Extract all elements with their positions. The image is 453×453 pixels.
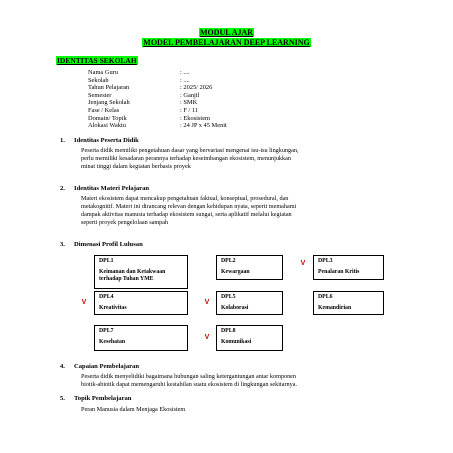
dpl6-box: DPL6 Kemandirian	[313, 291, 384, 315]
section-4-body: Peserta didik menyelidiki bagaimana hubungan saling ketergantungan antar komponen biotik-abiotik dapat memengaruhi kestabilan suatu ekosistem di lingkungan sekitarnya.	[81, 373, 297, 388]
identitas-row: Sekolah : ....	[88, 76, 190, 84]
dpl3-check[interactable]: V	[300, 260, 306, 267]
section-3-heading: 3. Dimenasi Profil Lulusan	[60, 241, 143, 248]
identitas-row: Fase / Kelas : F / 11	[88, 106, 199, 114]
module-title: MODUL AJAR	[199, 28, 254, 37]
module-subtitle: MODEL PEMBELAJARAN DEEP LEARNING	[143, 38, 310, 47]
section-2-heading: 2. Identitas Materi Pelajaran	[60, 185, 150, 192]
identitas-heading: IDENTITAS SEKOLAH	[57, 56, 137, 65]
dpl4-box: DPL4 Kreativitas	[94, 291, 188, 315]
identitas-table	[88, 69, 227, 130]
dpl5-check[interactable]: V	[204, 299, 210, 306]
dpl7-box: DPL7 Kesehatan	[94, 325, 188, 351]
dpl1-box: DPL1 Keimanan dan Ketakwaan terhadap Tuhan YME	[94, 255, 188, 289]
section-5-body: Peran Manusia dalam Menjaga Ekosistem	[81, 406, 186, 413]
dpl5-box: DPL5 Kolaborasi	[216, 291, 283, 315]
identitas-row: Alokasi Waktu : 24 JP x 45 Menit	[88, 122, 227, 130]
identitas-row: Nama Guru : ....	[88, 69, 190, 76]
identitas-row: Domain/ Topik : Ekosistem	[88, 114, 210, 122]
identitas-row: Jenjang Sekolah : SMK	[88, 99, 198, 107]
identitas-row: Semester : Ganjil	[88, 91, 200, 99]
dpl4-check[interactable]: V	[81, 299, 87, 306]
identitas-row: Tahun Pelajaran : 2025/ 2026	[88, 84, 213, 92]
section-1-body: Peserta didik memiliki pengetahuan dasar yang bervariasi mengenai isu-isu lingkungan, perlu memiliki kesadaran perannya terhadap keseimbangan ekosistem, menunjukkan minat tinggi dalam kegiatan berbasis proyek	[81, 147, 299, 170]
dpl8-check[interactable]: V	[204, 334, 210, 341]
section-1-heading: 1. Identitas Peserta Didik	[60, 137, 139, 144]
section-2-body: Materi ekosistem dapat mencakup pengetahuan faktual, konseptual, prosedural, dan metakognitif. Materi ini dirancang relevan dengan kehidupan nyata, seperti memahami dampak aktivitas manusia terhadap ekosistem sungai, serta aplikatif melalui kegiatan seperti proyek pengelolaan sampah	[81, 195, 297, 226]
section-5-heading: 5. Topik Pembelajaran	[60, 395, 132, 402]
dpl3-box: DPL3 Penalaran Kritis	[313, 255, 384, 280]
dpl8-box: DPL8 Komunikasi	[216, 325, 283, 351]
dpl2-box: DPL2 Kewargaan	[216, 255, 283, 280]
section-4-heading: 4. Capaian Pembelajaran	[60, 363, 140, 370]
